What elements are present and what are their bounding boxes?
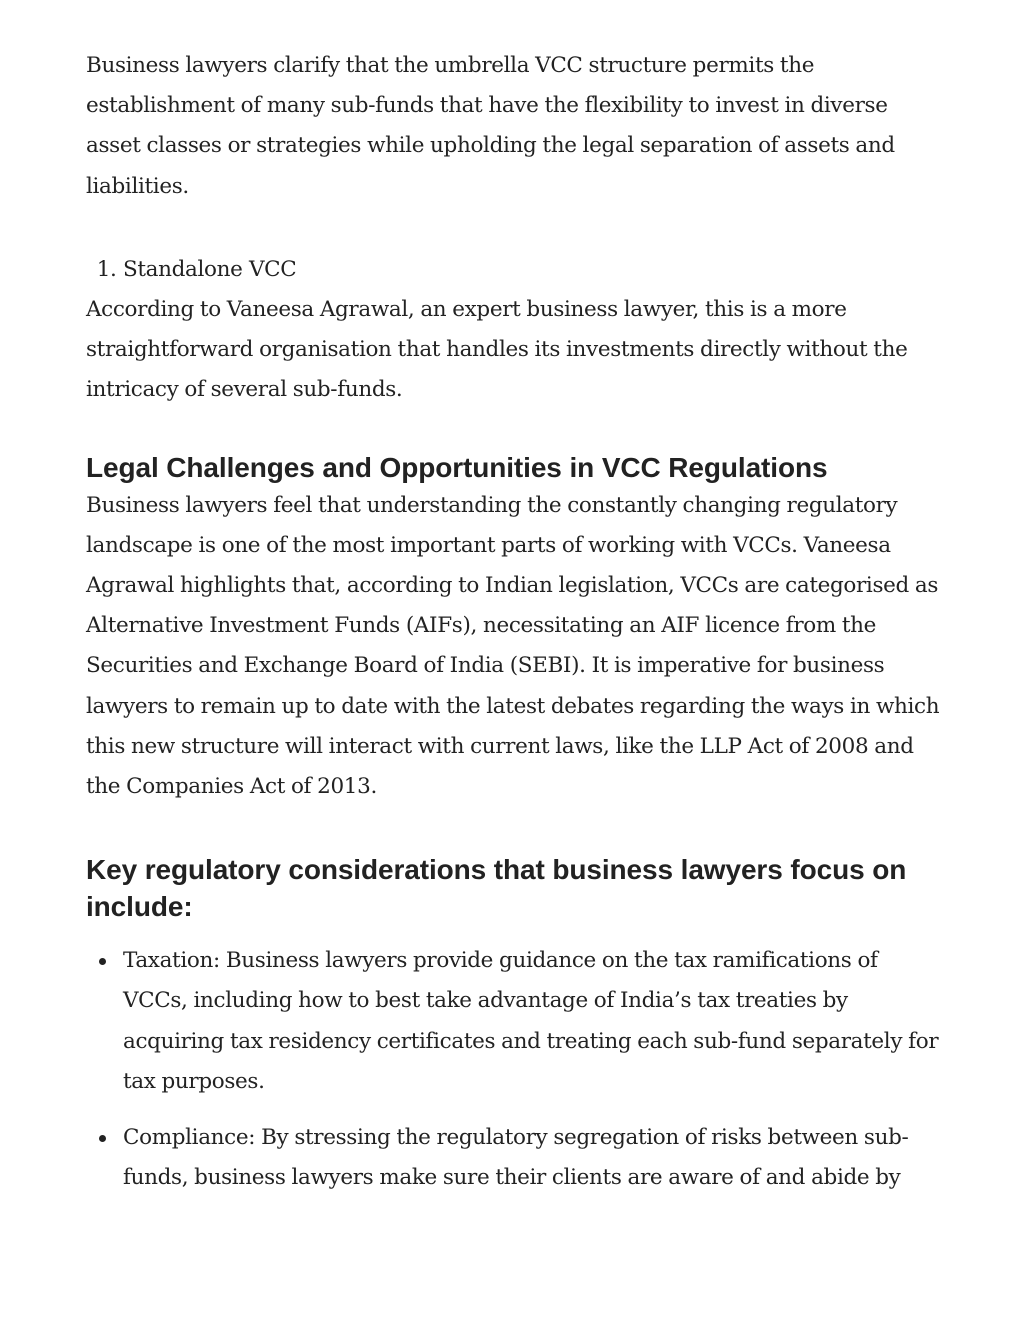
article-body bbox=[86, 46, 946, 1214]
bullet-text-compliance: Compliance: By stressing the regulatory segregation of risks between sub-funds, business lawyers make sure their clients are aware of and abide by bbox=[123, 1125, 909, 1191]
heading-legal-challenges: Legal Challenges and Opportunities in VCC Regulations bbox=[86, 451, 828, 483]
numbered-list bbox=[86, 250, 946, 290]
bullet-icon bbox=[99, 1135, 106, 1142]
bullet-icon bbox=[99, 958, 106, 965]
list-item bbox=[86, 250, 946, 290]
list-item bbox=[86, 1118, 946, 1198]
list-marker: 1. bbox=[96, 256, 117, 282]
paragraph-umbrella-vcc: Business lawyers clarify that the umbrella VCC structure permits the establishment of many sub-funds that have the flexibility to invest in diverse asset classes or strategies while upholding the legal separation of assets and liabilities. bbox=[86, 53, 895, 199]
bullet-list bbox=[86, 941, 946, 1198]
list-item-text: Standalone VCC bbox=[123, 256, 297, 282]
paragraph-standalone-vcc: According to Vaneesa Agrawal, an expert business lawyer, this is a more straightforward organisation that handles its investments directly without the intricacy of several sub-funds. bbox=[86, 297, 908, 403]
paragraph-legal-challenges: Business lawyers feel that understanding the constantly changing regulatory landscape is one of the most important parts of working with VCCs. Vaneesa Agrawal highlights that, according to Indian legislation, VCCs are categorised as Alternative Investment Funds (AIFs), necessitating an AIF licence from the Securities and Exchange Board of India (SEBI). It is imperative for business lawyers to remain up to date with the latest debates regarding the ways in which this new structure will interact with current laws, like the LLP Act of 2008 and the Companies Act of 2013. bbox=[86, 492, 940, 800]
list-item bbox=[86, 941, 946, 1102]
heading-key-considerations: Key regulatory considerations that business lawyers focus on include: bbox=[86, 854, 907, 923]
bullet-text-taxation: Taxation: Business lawyers provide guidance on the tax ramifications of VCCs, including how to best take advantage of India’s tax treaties by acquiring tax residency certificates and treating each sub-fund separately for tax purposes. bbox=[123, 948, 939, 1094]
